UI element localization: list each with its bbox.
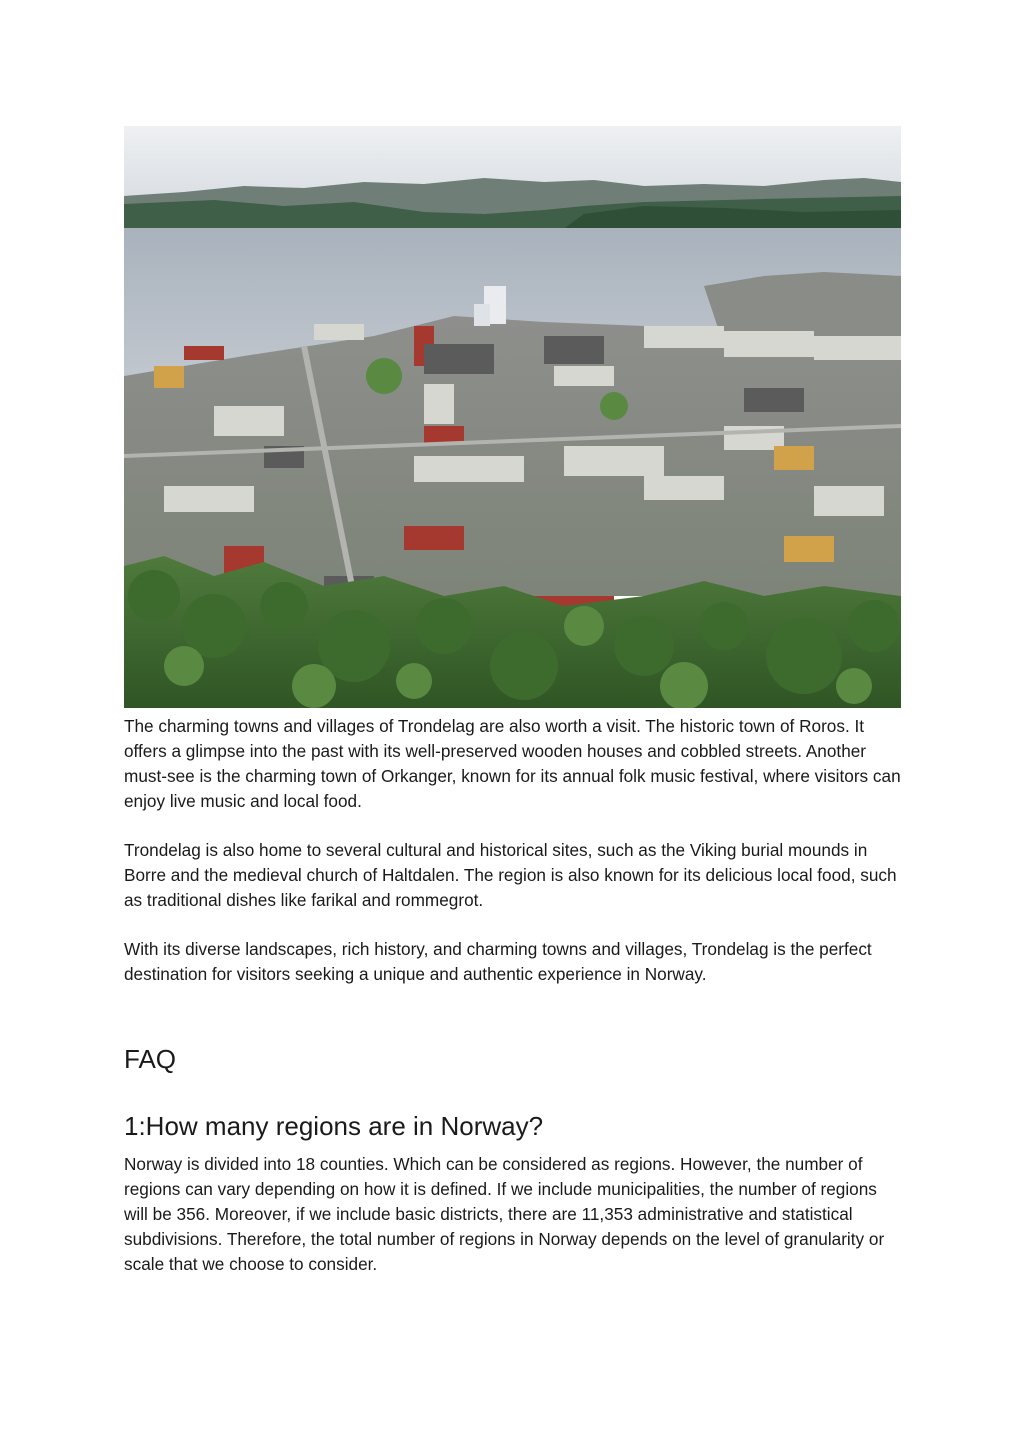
faq-question-answer: Norway is divided into 18 counties. Which can be considered as regions. However, the number of regions can vary depending on how it is defined. If we include municipalities, the number of regions will be 356. Moreover, if we include basic districts, there are 11,353 administrative and statistical subdivisions. Therefore, the total number of regions in Norway depends on the level of granularity or scale that we choose to consider. [124,1154,885,1274]
faq-question-title: 1:How many regions are in Norway? [124,1111,544,1141]
paragraph-conclusion: With its diverse landscapes, rich history, and charming towns and villages, Trondelag is the perfect destination for visitors seeking a unique and authentic experience in Norway. [124,939,872,984]
paragraph-towns: The charming towns and villages of Trondelag are also worth a visit. The historic town of Roros. It offers a glimpse into the past with its well-preserved wooden houses and cobbled streets. Another must-see is the charming town of Orkanger, known for its annual folk music festival, where visitors can enjoy live music and local food. [124,716,901,811]
document-page [124,126,902,1277]
town-aerial-photo [124,126,901,708]
paragraph-cultural-sites: Trondelag is also home to several cultural and historical sites, such as the Viking burial mounds in Borre and the medieval church of Haltdalen. The region is also known for its delicious local food, such as traditional dishes like farikal and rommegrot. [124,840,897,910]
faq-heading: FAQ [124,1044,177,1074]
